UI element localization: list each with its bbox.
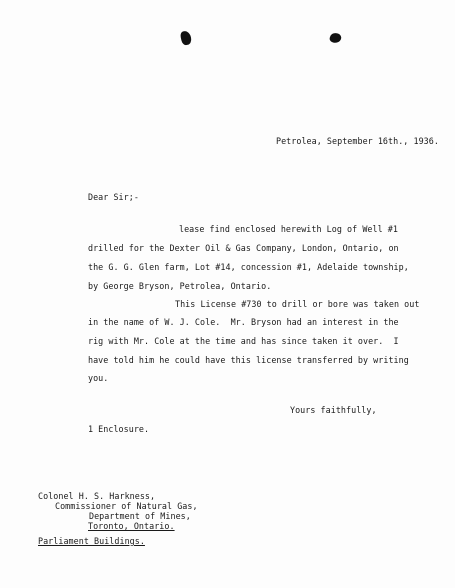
date-line: Petrolea, September 16th., 1936.: [276, 136, 439, 146]
body-line: in the name of W. J. Cole. Mr. Bryson had an interest in the: [88, 317, 399, 327]
salutation: Dear Sir;-: [88, 192, 139, 202]
addressee-line: Commissioner of Natural Gas,: [55, 501, 198, 511]
punch-hole-mark: [180, 30, 193, 46]
addressee-line: Toronto, Ontario.: [88, 521, 175, 531]
enclosure-note: 1 Enclosure.: [88, 424, 150, 434]
body-line: rig with Mr. Cole at the time and has since taken it over. I: [88, 336, 399, 346]
body-line: you.: [88, 373, 109, 383]
body-line: the G. G. Glen farm, Lot #14, concession #1, Adelaide township,: [88, 262, 409, 272]
body-line: This License #730 to drill or bore was taken out: [175, 299, 420, 309]
body-line: by George Bryson, Petrolea, Ontario.: [88, 281, 272, 291]
body-line: drilled for the Dexter Oil & Gas Company, London, Ontario, on: [88, 243, 399, 253]
closing: Yours faithfully,: [290, 405, 377, 415]
body-line: have told him he could have this license transferred by writing: [88, 355, 409, 365]
body-line: lease find enclosed herewith Log of Well #1: [179, 224, 398, 234]
addressee-line: Department of Mines,: [89, 511, 191, 521]
punch-hole-mark: [329, 31, 343, 44]
addressee-line: Colonel H. S. Harkness,: [38, 491, 156, 501]
building-line: Parliament Buildings.: [38, 536, 145, 546]
